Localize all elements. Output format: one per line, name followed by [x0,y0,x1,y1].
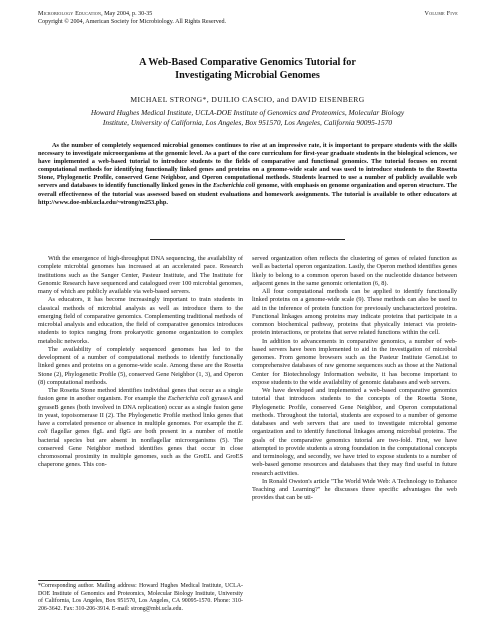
abstract-part-1: As the number of completely sequenced microbial genomes continues to rise at an impressive rate, it is important to prepare students with the skills necessary to investigate microorganisms at the genomic level. As a part of the core curriculum for first-year graduate students in the biological sciences, we have implemented a web-based tutorial to introduce students to the fields of comparative and functional genomics. The tutorial focuses on recent computational methods for identifying functionally linked genes and proteins on a genome-wide scale and was used to introduce students to the Rosetta Stone, Phylogenetic Profile, conserved Gene Neighbor, and Operon computational methods. Students learned to use a number of publicly available web servers and databases to identify functionally linked genes in the [38,142,457,190]
organism-name: Escherichia coli [167,395,210,403]
left-column [38,255,243,470]
volume-label: Volume Five [424,11,458,17]
abstract-organism: Escherichia coli [212,182,256,190]
text-run: The Rosetta Stone method identifies individual genes that occur as a single fusion gene in another organism. For example the [38,387,243,403]
running-head-left [38,10,338,26]
right-column [252,255,457,503]
organism-name: E. coli [38,420,243,436]
paragraph: In addition to advancements in comparative genomics, a number of web-based servers have been implemented to aid in the investigation of microbial genomes. From genome browsers such as the Pasteur Institute GenoList to comprehensive databases of raw genome sequences such as those at the National Center for Biotechnology Information website, it has become important to expose students to the wide availability of genomic databases and web servers. [252,337,457,386]
paragraph [38,387,243,470]
footnote-divider [38,580,110,581]
paragraph: served organization often reflects the clustering of genes of related function as well as bacterial operon organization. Lastly, the Operon method identifies genes likely to belong to a common operon based on the nucleotide distance between adjacent genes in the same genomic orientation (6, 8). [252,255,457,287]
affiliation [40,108,455,128]
section-divider [150,239,345,240]
corresponding-author-footnote: *Corresponding author. Mailing address: Howard Hughes Medical Institute, UCLA-DOE Institute of Genomics and Proteomics, Molecular Biology Institute, University of California, Los Angeles, Box 951570, Los Angeles, CA 90095-1570. Phone: 310-206-3642. Fax: 310-206-3914. E-mail: strong@mbi.ucla.edu. [38,583,243,612]
abstract [38,142,457,207]
text-run: flagellar genes flgL and flgG are both present in a number of motile bacterial species but are absent in nonflagellar microorganisms (5). The conserved Gene Neighbor method identifies genes that occur in close chromosomal proximity in multiple genomes, such as the GroEL and GroES chaperone genes. This con- [38,428,243,469]
paragraph: As educators, it has become increasingly important to train students in classical methods of microbial analysis as well as introduce them to the emerging field of comparative genomics. Complementing traditional methods of microbial analysis and education, the field of comparative genomics introduces students to topics ranging from prokaryotic genome organization to complex metabolic networks. [38,296,243,345]
affiliation-line-2: Institute, University of California, Los Angeles, Box 951570, Los Angeles, California 90095-1570 [102,118,393,127]
affiliation-line-1: Howard Hughes Medical Institute, UCLA-DOE Institute of Genomics and Proteomics, Molecular Biology [90,108,405,117]
copyright-line: Copyright © 2004, American Society for Microbiology. All Rights Reserved. [38,19,227,25]
title-line-1: A Web-Based Comparative Genomics Tutorial for [139,57,356,68]
title-line-2: Investigating Microbial Genomes [175,69,320,81]
paragraph: All four computational methods can be applied to identify functionally linked proteins on a genome-wide scale (9). These methods can also be used to aid in the inference of protein function for previously uncharacterized proteins. Functional linkages among proteins may indicate proteins that participate in a common biochemical pathway, proteins that physically interact via protein-protein interactions, or proteins that serve related functions within the cell. [252,288,457,337]
text-run: gyraseA and gyraseB genes (both involved in DNA replication) occur as a single fusion gene in yeast, topoisomerase II (2). The Phylogenetic Profile method links genes that have a correlated presence or absence in multiple genomes. For example the [38,395,244,427]
article-title [60,57,435,82]
paragraph: In Ronald Owston's article "The World Wide Web: A Technology to Enhance Teaching and Learning?" he discusses three specific advantages the web provides that can be uti- [252,477,457,502]
abstract-part-2: genome, with emphasis on genome organization and operon structure. The overall effectiveness of the tutorial was assessed based on student evaluations and homework assignments. The tutorial is available to other educators at http://www.doe-mbi.ucla.edu/~strong/m253.php. [38,182,458,206]
paragraph: We have developed and implemented a web-based comparative genomics tutorial that introduces students to the concepts of the Rosetta Stone, Phylogenetic Profile, conserved Gene Neighbor, and Operon computational methods. Throughout the tutorial, students are exposed to a number of genome databases and web servers that are used to investigate microbial genome organization and to identify functional linkages among microbial proteins. The goals of the comparative genomics tutorial are two-fold. First, we have attempted to provide students a strong foundation in the computational concepts and terminology, and secondly, we have tried to expose students to a number of web-based genome resources and databases that they may find useful in future research activities. [252,387,457,477]
issue-info: , May 2004, p. 30-35 [101,11,153,17]
author-list: MICHAEL STRONG*, DUILIO CASCIO, and DAVID EISENBERG [130,95,365,104]
journal-name: Microbiology Education [38,11,102,17]
paragraph: The availability of completely sequenced genomes has led to the development of a number of computational methods to identify functionally linked genes and proteins on a genome-wide scale. Among these are the Rosetta Stone (2), Phylogenetic Profile (5), conserved Gene Neighbor (1, 3), and Operon (8) computational methods. [38,345,243,386]
paragraph: With the emergence of high-throughput DNA sequencing, the availability of complete microbial genomes has increased at an accelerated pace. Research institutions such as the Sanger Center, Pasteur Institute, and The Institute for Genomic Research have sequenced and catalogued over 100 microbial genomes, many of which are publicly available via web-based servers. [38,255,243,295]
